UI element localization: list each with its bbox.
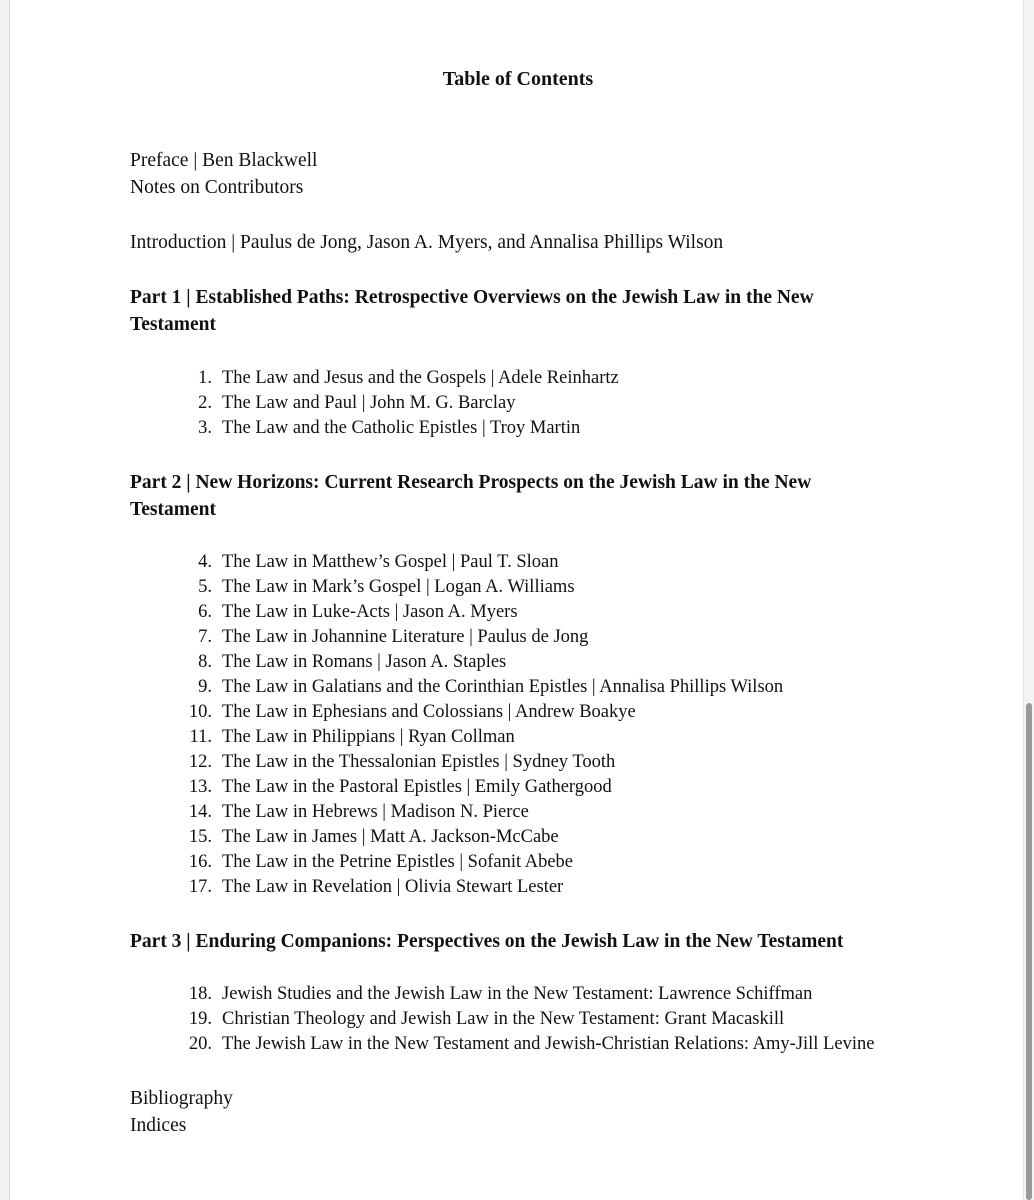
list-item	[188, 650, 783, 675]
chapter-number: 12.	[188, 752, 212, 772]
chapter-title: The Law in Hebrews | Madison N. Pierce	[222, 802, 529, 822]
list-item	[188, 750, 783, 775]
chapter-number: 5.	[198, 577, 212, 597]
chapter-title: The Law in James | Matt A. Jackson-McCabe	[222, 827, 559, 847]
list-item	[188, 675, 783, 700]
chapter-title: The Law in Romans | Jason A. Staples	[222, 652, 507, 672]
scrollbar-thumb[interactable]	[1026, 703, 1032, 1200]
part-heading: Part 1 | Established Paths: Retrospective Overviews on the Jewish Law in the New Testament	[130, 287, 814, 335]
chapter-title: Jewish Studies and the Jewish Law in the New Testament: Lawrence Schiffman	[222, 984, 813, 1004]
chapter-title: The Law and Jesus and the Gospels | Adele Reinhartz	[222, 368, 619, 388]
chapter-number: 10.	[188, 702, 212, 722]
chapter-number: 18.	[188, 984, 212, 1004]
chapter-title: The Law in Revelation | Olivia Stewart Lester	[222, 877, 564, 897]
chapter-number: 20.	[188, 1034, 212, 1054]
list-item	[188, 575, 783, 600]
chapter-number: 8.	[198, 652, 212, 672]
chapter-title: The Law in Galatians and the Corinthian Epistles | Annalisa Phillips Wilson	[222, 677, 784, 697]
chapter-title: The Law in Ephesians and Colossians | Andrew Boakye	[222, 702, 636, 722]
list-item	[188, 1007, 874, 1032]
chapter-title: The Law in Matthew’s Gospel | Paul T. Sloan	[222, 552, 559, 572]
chapter-title: The Law and Paul | John M. G. Barclay	[222, 393, 516, 413]
list-item	[188, 725, 783, 750]
chapter-number: 13.	[188, 777, 212, 797]
chapter-list	[188, 366, 619, 441]
page-title: Table of Contents	[442, 68, 594, 90]
chapter-title: Christian Theology and Jewish Law in the New Testament: Grant Macaskill	[222, 1009, 785, 1029]
list-item	[188, 625, 783, 650]
toc-entry-preface: Preface | Ben Blackwell	[130, 150, 318, 171]
chapter-number: 19.	[188, 1009, 212, 1029]
chapter-title: The Law in the Pastoral Epistles | Emily Gathergood	[222, 777, 612, 797]
toc-entry-bibliography: Bibliography	[130, 1088, 233, 1109]
chapter-number: 11.	[189, 727, 212, 747]
list-item	[188, 982, 874, 1007]
toc-entry-contributors: Notes on Contributors	[130, 177, 304, 198]
list-item	[188, 800, 783, 825]
part-heading: Part 2 | New Horizons: Current Research Prospects on the Jewish Law in the New Testament	[130, 472, 812, 520]
chapter-number: 15.	[188, 827, 212, 847]
list-item	[188, 550, 783, 575]
chapter-number: 4.	[198, 552, 212, 572]
chapter-number: 1.	[198, 368, 212, 388]
chapter-title: The Law in Luke-Acts | Jason A. Myers	[222, 602, 518, 622]
list-item	[188, 775, 783, 800]
list-item	[188, 850, 783, 875]
scrollbar-track[interactable]	[1023, 0, 1034, 1200]
chapter-number: 7.	[198, 627, 212, 647]
chapter-number: 17.	[188, 877, 212, 897]
part-heading: Part 3 | Enduring Companions: Perspectives on the Jewish Law in the New Testament	[130, 931, 844, 952]
chapter-number: 9.	[198, 677, 212, 697]
chapter-list	[188, 550, 783, 900]
list-item	[188, 1032, 874, 1057]
chapter-number: 6.	[198, 602, 212, 622]
chapter-title: The Law and the Catholic Epistles | Troy Martin	[222, 418, 581, 438]
list-item	[188, 600, 783, 625]
chapter-title: The Law in Johannine Literature | Paulus de Jong	[222, 627, 589, 647]
list-item	[188, 825, 783, 850]
toc-entry-introduction: Introduction | Paulus de Jong, Jason A. Myers, and Annalisa Phillips Wilson	[130, 232, 724, 253]
chapter-title: The Law in Philippians | Ryan Collman	[222, 727, 515, 747]
chapter-title: The Jewish Law in the New Testament and Jewish-Christian Relations: Amy-Jill Levine	[222, 1034, 875, 1054]
list-item	[188, 391, 619, 416]
chapter-title: The Law in the Petrine Epistles | Sofanit Abebe	[222, 852, 574, 872]
list-item	[188, 700, 783, 725]
list-item	[188, 416, 619, 441]
chapter-number: 3.	[198, 418, 212, 438]
list-item	[188, 875, 783, 900]
list-item	[188, 366, 619, 391]
chapter-number: 2.	[198, 393, 212, 413]
chapter-number: 14.	[188, 802, 212, 822]
chapter-title: The Law in the Thessalonian Epistles | Sydney Tooth	[222, 752, 616, 772]
chapter-title: The Law in Mark’s Gospel | Logan A. Williams	[222, 577, 575, 597]
chapter-list	[188, 982, 874, 1057]
left-edge	[0, 0, 10, 1200]
chapter-number: 16.	[188, 852, 212, 872]
toc-entry-indices: Indices	[130, 1115, 187, 1136]
